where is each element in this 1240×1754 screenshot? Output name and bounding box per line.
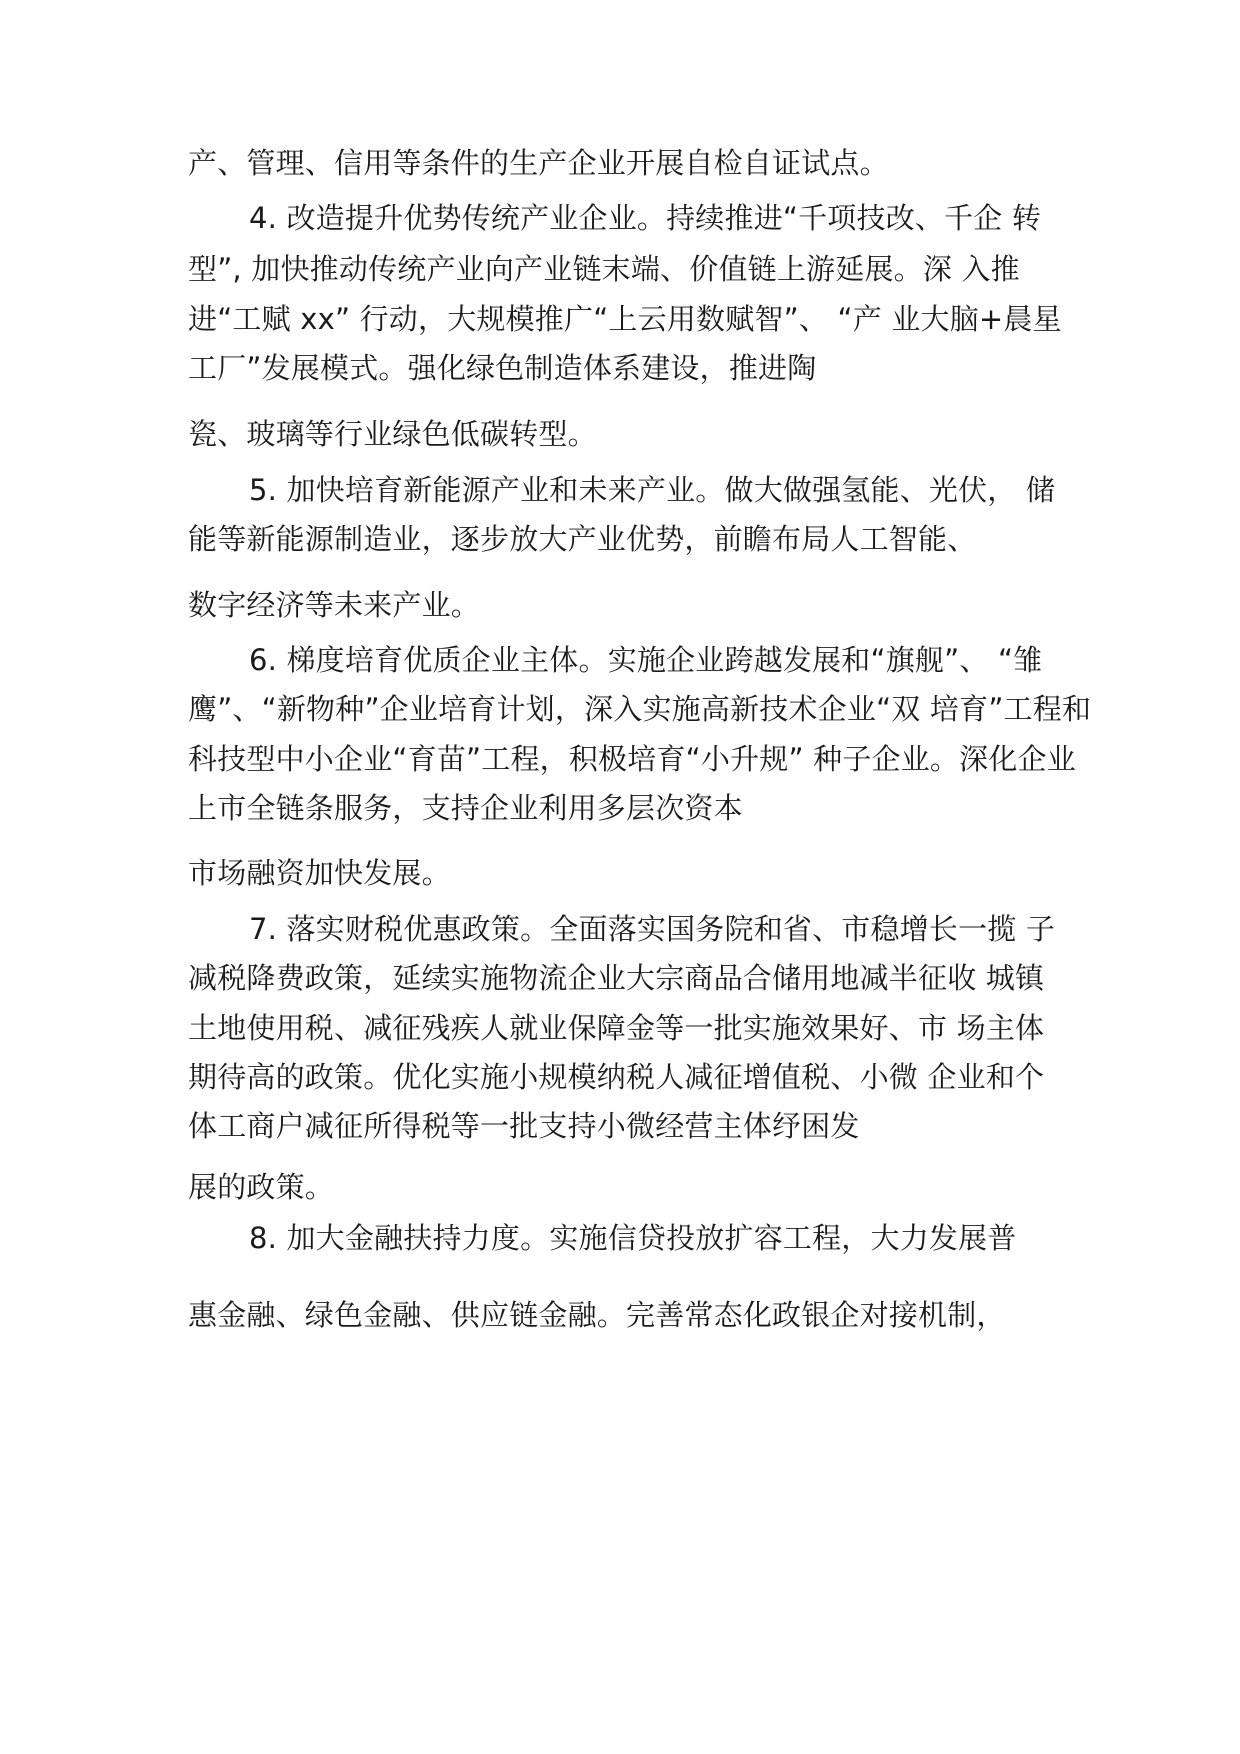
text-line-3: 型”, 加快推动传统产业向产业链末端、价值链上游延展。深 入推 (188, 252, 1020, 286)
text-line-11: 鹰”、“新物种”企业培育计划，深入实施高新技术企业“双 培育”工程和 (188, 692, 1092, 726)
text-line-7: 5. 加快培育新能源产业和未来产业。做大做强氢能、光伏， 储 (249, 473, 1056, 507)
text-line-21: 8. 加大金融扶持力度。实施信贷投放扩容工程，大力发展普 (249, 1221, 1017, 1255)
text-line-19: 体工商户减征所得税等一批支持小微经营主体纾困发 (188, 1109, 860, 1143)
text-line-16: 减税降费政策，延续实施物流企业大宗商品合储用地减半征收 城镇 (188, 961, 1045, 995)
text-line-5: 工厂”发展模式。强化绿色制造体系建设，推进陶 (188, 351, 817, 385)
text-line-15: 7. 落实财税优惠政策。全面落实国务院和省、市稳增长一揽 子 (249, 912, 1056, 946)
text-line-18: 期待高的政策。优化实施小规模纳税人减征增值税、小微 企业和个 (188, 1060, 1045, 1094)
text-line-20: 展的政策。 (188, 1170, 335, 1204)
text-line-1: 产、管理、信用等条件的生产企业开展自检自证试点。 (188, 146, 889, 180)
text-line-13: 上市全链条服务，支持企业利用多层次资本 (188, 791, 743, 825)
text-line-22: 惠金融、绿色金融、供应链金融。完善常态化政银企对接机制， (188, 1298, 1006, 1332)
text-line-12: 科技型中小企业“育苗”工程，积极培育“小升规” 种子企业。深化企业 (188, 742, 1076, 776)
text-line-8: 能等新能源制造业，逐步放大产业优势，前瞻布局人工智能、 (188, 522, 977, 556)
text-line-9: 数字经济等未来产业。 (188, 588, 481, 622)
text-line-2: 4. 改造提升优势传统产业企业。持续推进“千项技改、千企 转 (249, 201, 1042, 235)
text-line-4: 进“工赋 xx” 行动，大规模推广“上云用数赋智”、 “产 业大脑+晨星 (188, 302, 1062, 336)
text-line-6: 瓷、玻璃等行业绿色低碳转型。 (188, 417, 597, 451)
text-line-10: 6. 梯度培育优质企业主体。实施企业跨越发展和“旗舰”、 “雏 (249, 643, 1043, 677)
text-line-17: 土地使用税、减征残疾人就业保障金等一批实施效果好、市 场主体 (188, 1011, 1045, 1045)
text-line-14: 市场融资加快发展。 (188, 856, 451, 890)
